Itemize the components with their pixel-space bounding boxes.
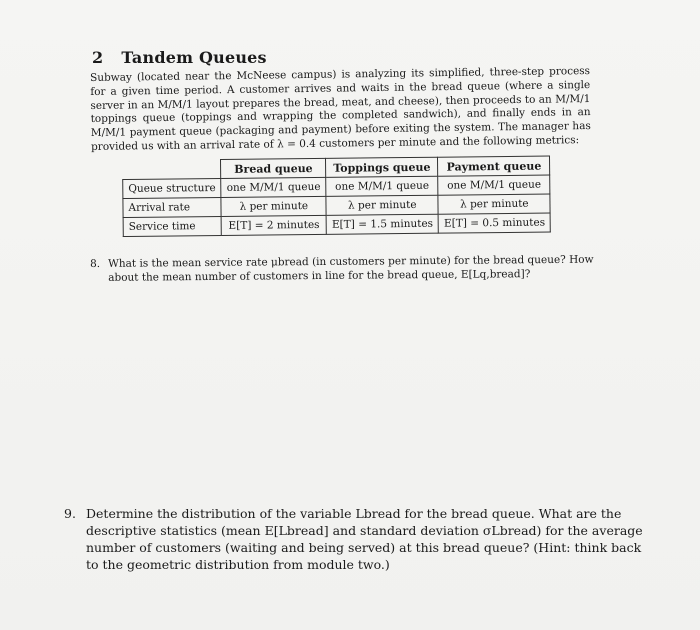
metrics-table <box>122 156 551 237</box>
question-number: 8. <box>90 257 101 270</box>
section-title: Tandem Queues <box>121 48 267 67</box>
table-header-blank <box>123 159 222 179</box>
question-text: What is the mean service rate μbread (in customers per minute) for the bread queue? How about the mean number of customers in line for the bread queue, E[Lq,bread]? <box>108 253 594 284</box>
table-cell: Service time <box>123 216 222 236</box>
section-number: 2 <box>92 48 104 67</box>
question-8 <box>90 252 610 285</box>
section-heading <box>92 48 267 67</box>
table-cell: Arrival rate <box>123 197 222 217</box>
table-cell: E[T] = 2 minutes <box>221 215 326 235</box>
table-header-toppings: Toppings queue <box>326 157 438 177</box>
table-cell: one M/M/1 queue <box>438 175 550 195</box>
table-cell: E[T] = 1.5 minutes <box>326 214 438 234</box>
table-row <box>123 213 551 236</box>
table-cell: one M/M/1 queue <box>326 176 438 196</box>
intro-text: Subway (located near the McNeese campus) is analyzing its simplified, three-step process for a given time period. A customer arrives and waits in the bread queue (where a single server in an M/M/1 layout prepares the bread, meat, and cheese), then proceeds to an M/M/1 toppings queue (toppings and wrapping the completed sandwich), and finally ends in an M/M/1 payment queue (packaging and payment) before exiting the system. The manager has provided us with an arrival rate of λ = 0.4 customers per minute and the following metrics: <box>90 65 591 153</box>
table-cell: one M/M/1 queue <box>221 177 326 197</box>
question-number: 9. <box>64 506 76 521</box>
table-cell: λ per minute <box>326 195 438 215</box>
table-header-payment: Payment queue <box>438 156 550 176</box>
table-cell: λ per minute <box>438 194 550 214</box>
intro-paragraph <box>90 65 591 155</box>
table-header-bread: Bread queue <box>221 158 326 178</box>
table-cell: E[T] = 0.5 minutes <box>438 213 550 233</box>
table-cell: Queue structure <box>123 178 222 198</box>
question-9 <box>64 505 644 573</box>
table-cell: λ per minute <box>221 196 326 216</box>
question-text: Determine the distribution of the variable Lbread for the bread queue. What are the descriptive statistics (mean E[Lbread] and standard deviation σLbread) for the average number of customers (waiting and being served) at this bread queue? (Hint: think back to the geometric distribution from module two.) <box>86 506 643 572</box>
